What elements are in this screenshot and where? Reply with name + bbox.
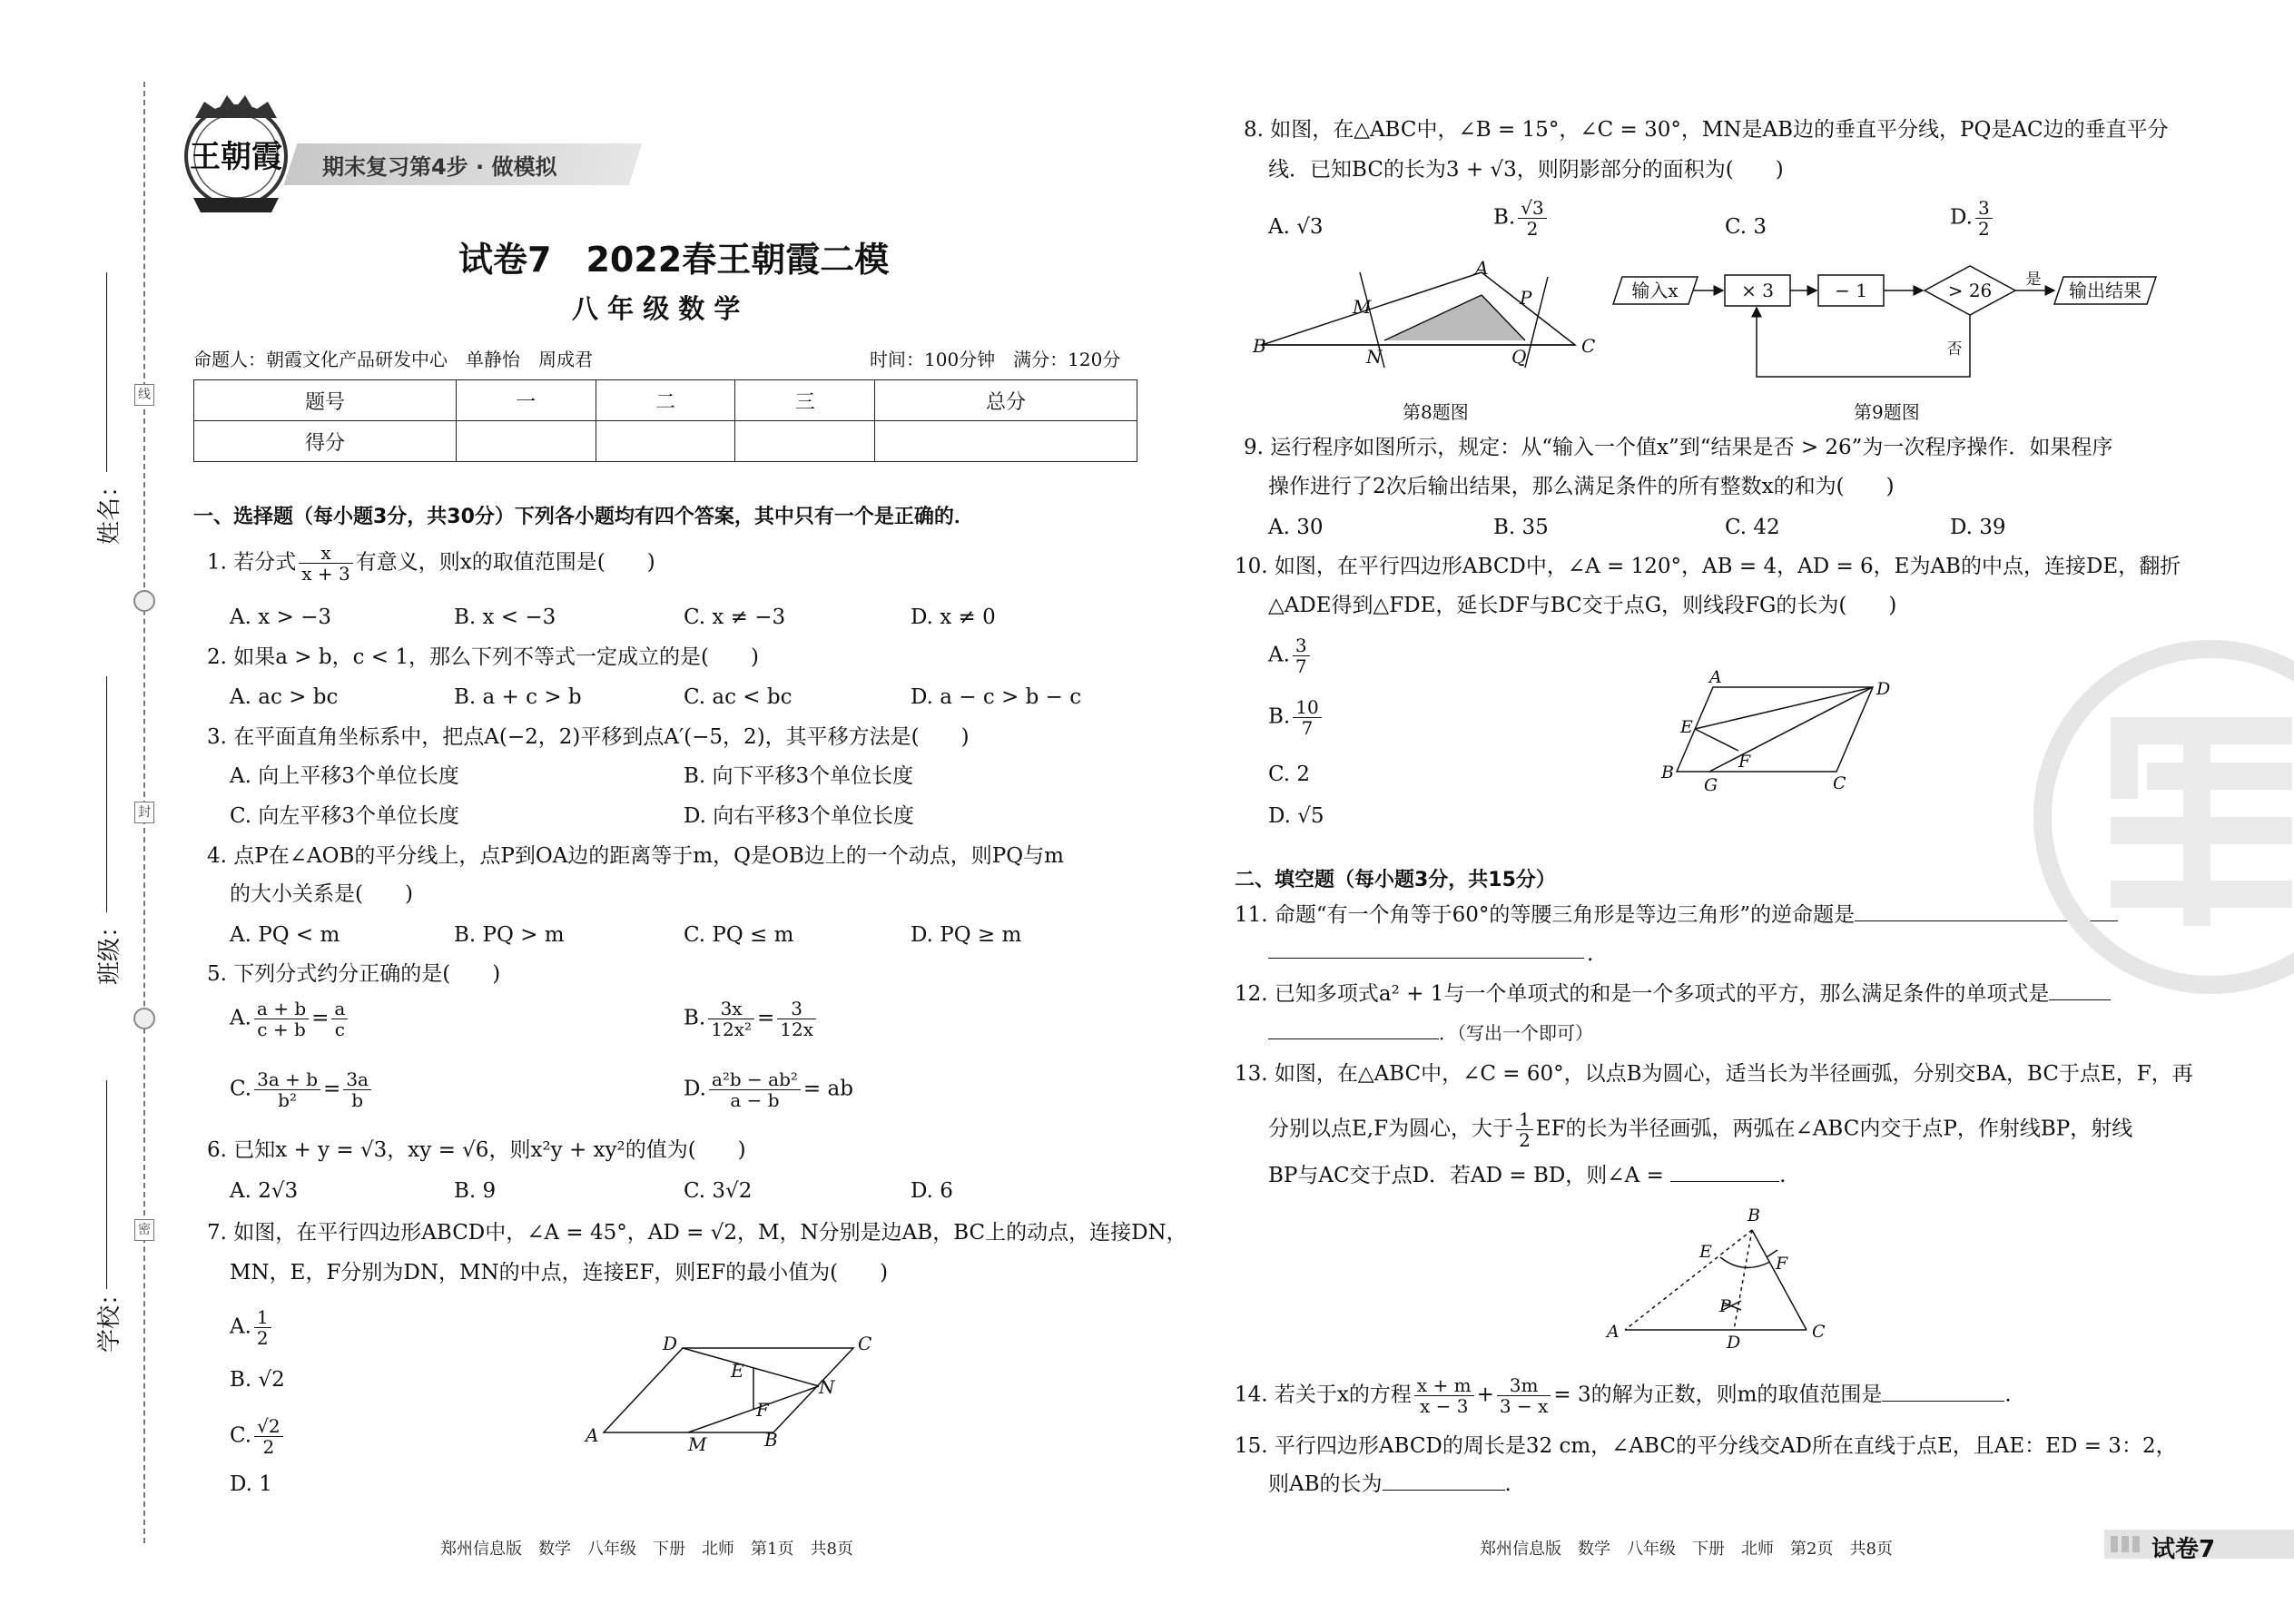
q13-label-C: C xyxy=(1812,1322,1826,1342)
q8-option-b[interactable]: B. $\frac{√3}{2}$ xyxy=(1493,198,1550,239)
brand-logo xyxy=(177,91,295,227)
q7-option-b[interactable]: B. √2 xyxy=(230,1368,285,1392)
q4-option-b[interactable]: B. PQ > m xyxy=(454,923,565,947)
q7-label-D: D xyxy=(663,1333,678,1354)
q3-option-a[interactable]: A. 向上平移3个单位长度 xyxy=(230,764,459,788)
score-table-score-row xyxy=(194,421,1137,462)
score-cell[interactable] xyxy=(735,421,875,462)
q7-label-A: A xyxy=(586,1424,599,1446)
q12-answer-blank-line2[interactable] xyxy=(1268,1038,1439,1039)
q7-figure xyxy=(581,1325,881,1455)
q1-option-a[interactable]: A. x > −3 xyxy=(230,605,332,629)
q8-option-c[interactable]: C. 3 xyxy=(1725,215,1767,239)
q10-option-a[interactable]: A. $\frac{3}{7}$ xyxy=(1268,635,1313,676)
q4-option-c[interactable]: C. PQ ≤ m xyxy=(684,923,794,947)
q8-label-A: A xyxy=(1475,257,1489,279)
seal-char-line: 线 xyxy=(134,384,154,406)
section2-title: 二、填空题（每小题3分，共15分） xyxy=(1235,869,1556,891)
q6-option-a[interactable]: A. 2√3 xyxy=(230,1179,299,1203)
q4-stem-line1: 4. 点P在∠AOB的平分线上，点P到OA边的距离等于m，Q是OB边上的一个动点，则PQ与m xyxy=(207,844,1064,868)
seal-char-seal: 封 xyxy=(134,802,154,823)
page-subtitle: 八 年 级 数 学 xyxy=(572,293,741,324)
score-header-cell: 二 xyxy=(596,380,735,421)
score-cell[interactable] xyxy=(875,421,1137,462)
q13-stem-line1: 13. 如图，在△ABC中，∠C = 60°，以点B为圆心，适当长为半径画弧，分别交BA，BC于点E，F，再 xyxy=(1235,1062,2193,1086)
q10-label-E: E xyxy=(1680,717,1693,737)
q3-option-b[interactable]: B. 向下平移3个单位长度 xyxy=(684,764,914,788)
margin-ornament-icon xyxy=(133,590,155,612)
q7-stem-line1: 7. 如图，在平行四边形ABCD中，∠A = 45°，AD = √2，M，N分别是边AB，BC上的动点，连接DN， xyxy=(207,1221,1187,1245)
q5-stem: 5. 下列分式约分正确的是( ) xyxy=(207,962,501,986)
q10-figure xyxy=(1657,667,1891,795)
q5-option-d[interactable]: D. $\frac{\text{a²b − ab²}}{a - b}$ = ab xyxy=(684,1068,853,1111)
q9-option-c[interactable]: C. 42 xyxy=(1725,516,1780,539)
score-header-cell: 总分 xyxy=(875,380,1137,421)
school-underline[interactable] xyxy=(106,1080,107,1289)
seal-char-secret: 密 xyxy=(134,1219,154,1241)
q10-label-C: C xyxy=(1833,773,1846,793)
q8-option-a[interactable]: A. √3 xyxy=(1268,215,1324,239)
page-title: 试卷7 2022春王朝霞二模 xyxy=(458,240,890,280)
flow-output-text: 输出结果 xyxy=(2069,280,2141,301)
flow-minus1-text: − 1 xyxy=(1835,280,1867,301)
q1-stem: 1. 若分式 $\frac{x}{x + 3}$ 有意义，则x的取值范围是( ) xyxy=(207,542,655,585)
q9-stem-line2: 操作进行了2次后输出结果，那么满足条件的所有整数x的和为( ) xyxy=(1268,475,1895,498)
score-row-label: 得分 xyxy=(194,421,457,462)
q8-label-Q: Q xyxy=(1511,346,1527,368)
q7-label-E: E xyxy=(731,1360,744,1382)
name-underline[interactable] xyxy=(106,272,107,472)
q8-caption: 第8题图 xyxy=(1403,401,1469,423)
q13-figure xyxy=(1607,1203,1843,1353)
q6-option-c[interactable]: C. 3√2 xyxy=(684,1179,753,1203)
class-underline[interactable] xyxy=(106,676,107,912)
q12-answer-blank[interactable] xyxy=(2049,999,2111,1000)
flow-decision-text: > 26 xyxy=(1947,280,1993,301)
score-header-cell: 三 xyxy=(735,380,875,421)
flow-yes-label: 是 xyxy=(2025,271,2042,289)
q13-label-D: D xyxy=(1727,1333,1741,1353)
q8-option-d[interactable]: D. $\frac{3}{2}$ xyxy=(1950,198,1995,239)
q7-label-C: C xyxy=(858,1333,872,1354)
time-score: 时间：100分钟 满分：120分 xyxy=(870,349,1121,370)
q9-stem-line1: 9. 运行程序如图所示，规定：从“输入一个值x”到“结果是否 > 26”为一次程序操作．如果程序 xyxy=(1244,436,2113,459)
q14-stem: 14. 若关于x的方程 $\frac{x + m}{x - 3}$ + $\frac{3m}{3 - x}$ = 3的解为正数，则m的取值范围是 . xyxy=(1235,1374,2012,1417)
q13-answer-blank[interactable] xyxy=(1670,1181,1779,1182)
q1-option-d[interactable]: D. x ≠ 0 xyxy=(911,605,996,629)
q8-label-N: N xyxy=(1366,346,1383,368)
class-label: 班级： xyxy=(96,913,123,985)
q3-stem: 3. 在平面直角坐标系中，把点A(−2，2)平移到点A′(−5，2)，其平移方法是( ) xyxy=(207,725,970,749)
q15-answer-blank[interactable] xyxy=(1383,1490,1505,1491)
q13-label-A: A xyxy=(1607,1322,1620,1342)
svg-text:王朝霞: 王朝霞 xyxy=(190,139,282,175)
q8-stem-line2: 线．已知BC的长为3 + √3，则阴影部分的面积为( ) xyxy=(1268,158,1784,182)
q10-stem-line2: △ADE得到△FDE，延长DF与BC交于点G，则线段FG的长为( ) xyxy=(1268,594,1897,617)
q1-option-b[interactable]: B. x < −3 xyxy=(454,605,556,629)
q7-option-c[interactable]: C. $\frac{√2}{2}$ xyxy=(230,1416,286,1457)
q5-option-a[interactable]: A. $\frac{a + b}{c + b}$ = $\frac{a}{c}$ xyxy=(230,999,350,1039)
q14-answer-blank[interactable] xyxy=(1882,1401,2004,1402)
section1-title: 一、选择题（每小题3分，共30分）下列各小题均有四个答案，其中只有一个是正确的． xyxy=(193,506,974,528)
q11-stem: 11. 命题“有一个角等于60°的等腰三角形是等边三角形”的逆命题是 xyxy=(1235,901,2118,929)
q9-option-d[interactable]: D. 39 xyxy=(1950,516,2006,539)
flow-times3-text: × 3 xyxy=(1741,280,1774,301)
q11-period: . xyxy=(1587,942,1594,966)
q10-label-B: B xyxy=(1661,763,1674,782)
q8-label-P: P xyxy=(1520,287,1532,309)
flow-no-label: 否 xyxy=(1946,340,1963,359)
q10-option-b[interactable]: B. $\frac{10}{7}$ xyxy=(1268,697,1324,738)
q2-option-d[interactable]: D. a − c > b − c xyxy=(911,685,1082,709)
q4-option-a[interactable]: A. PQ < m xyxy=(230,923,340,947)
q7-label-M: M xyxy=(688,1433,707,1455)
q2-stem: 2. 如果a > b，c < 1，那么下列不等式一定成立的是( ) xyxy=(207,645,759,669)
q8-label-M: M xyxy=(1353,296,1372,318)
score-table-header-row xyxy=(194,380,1137,421)
q15-stem-line1: 15. 平行四边形ABCD的周长是32 cm，∠ABC的平分线交AD所在直线于点E，且AE：ED = 3：2， xyxy=(1235,1434,2177,1458)
q2-option-a[interactable]: A. ac > bc xyxy=(230,685,339,709)
banner-text: 期末复习第4步 · 做模拟 xyxy=(322,154,557,180)
q9-flowchart xyxy=(1611,268,2201,386)
score-cell[interactable] xyxy=(596,421,735,462)
q6-option-d[interactable]: D. 6 xyxy=(911,1179,953,1203)
q9-option-a[interactable]: A. 30 xyxy=(1268,516,1324,539)
q8-label-C: C xyxy=(1581,335,1596,357)
q4-stem-line2: 的大小关系是( ) xyxy=(230,882,413,906)
score-header-cell: 题号 xyxy=(194,380,457,421)
q13-stem-line3: BP与AC交于点D．若AD = BD，则∠A = . xyxy=(1268,1164,1787,1187)
q3-option-c[interactable]: C. 向左平移3个单位长度 xyxy=(230,804,460,828)
q7-option-d[interactable]: D. 1 xyxy=(230,1472,272,1496)
q12-stem-line2: ．（写出一个即可） xyxy=(1268,1019,1593,1047)
footer-left: 郑州信息版 数学 八年级 下册 北师 第1页 共8页 xyxy=(440,1540,853,1559)
watermark-seal-icon xyxy=(2029,635,2294,999)
q6-option-b[interactable]: B. 9 xyxy=(454,1179,497,1203)
score-table xyxy=(193,379,1137,462)
q13-label-P: P xyxy=(1719,1296,1731,1316)
footer-tag: 试卷7 xyxy=(2151,1536,2216,1563)
q13-label-B: B xyxy=(1748,1206,1760,1225)
q7-stem-line2: MN，E，F分别为DN，MN的中点，连接EF，则EF的最小值为( ) xyxy=(230,1261,889,1284)
authors: 命题人：朝霞文化产品研发中心 单静怡 周成君 xyxy=(193,349,593,370)
q8-figure xyxy=(1253,257,1598,381)
footer-right: 郑州信息版 数学 八年级 下册 北师 第2页 共8页 xyxy=(1480,1540,1893,1559)
q10-option-c[interactable]: C. 2 xyxy=(1268,763,1311,786)
q2-option-b[interactable]: B. a + c > b xyxy=(454,685,582,709)
q7-option-a[interactable]: A. $\frac{1}{2}$ xyxy=(230,1307,274,1348)
school-label: 学校： xyxy=(96,1281,123,1353)
q10-option-d[interactable]: D. √5 xyxy=(1268,804,1324,828)
q2-option-c[interactable]: C. ac < bc xyxy=(684,685,793,709)
q5-option-c[interactable]: C. $\frac{3a + b}{\text{b²}}$ = $\frac{3a}{b}$ xyxy=(230,1069,374,1110)
name-label: 姓名： xyxy=(96,473,123,545)
q10-label-A: A xyxy=(1709,667,1722,687)
q4-option-d[interactable]: D. PQ ≥ m xyxy=(911,923,1022,947)
footer-tag-dots xyxy=(2111,1536,2143,1552)
flow-input-text: 输入x xyxy=(1631,280,1679,301)
q11-answer-blank-line2[interactable] xyxy=(1268,958,1584,959)
q10-label-D: D xyxy=(1876,679,1891,699)
q10-label-F: F xyxy=(1738,752,1751,772)
q9-option-b[interactable]: B. 35 xyxy=(1493,516,1549,539)
q8-label-B: B xyxy=(1253,335,1266,357)
q1-fraction: $\frac{x}{x + 3}$ xyxy=(299,543,352,584)
q10-stem-line1: 10. 如图，在平行四边形ABCD中，∠A = 120°，AB = 4，AD = 6，E为AB的中点，连接DE，翻折 xyxy=(1235,555,2181,578)
q3-option-d[interactable]: D. 向右平移3个单位长度 xyxy=(684,804,914,828)
q13-label-E: E xyxy=(1699,1242,1712,1262)
q7-label-N: N xyxy=(819,1376,835,1398)
q13-label-F: F xyxy=(1776,1254,1788,1274)
margin-ornament-icon xyxy=(133,1008,155,1029)
q15-stem-line2: 则AB的长为 . xyxy=(1268,1472,1511,1496)
q6-stem: 6. 已知x + y = √3，xy = √6，则x²y + xy²的值为( ) xyxy=(207,1138,746,1162)
q9-caption: 第9题图 xyxy=(1854,401,1920,423)
q10-label-G: G xyxy=(1704,775,1718,795)
q1-option-c[interactable]: C. x ≠ −3 xyxy=(684,605,786,629)
score-header-cell: 一 xyxy=(456,380,596,421)
q13-stem-line2: 分别以点E,F为圆心，大于 $\frac{1}{2}$ EF的长为半径画弧，两弧在∠ABC内交于点P，作射线BP，射线 xyxy=(1268,1108,2133,1151)
q7-label-F: F xyxy=(756,1399,769,1421)
q5-option-b[interactable]: B. $\frac{3x}{\text{12x²}}$ = $\frac{3}{12x}$ xyxy=(684,999,819,1039)
q7-label-B: B xyxy=(764,1429,778,1451)
q8-stem-line1: 8. 如图，在△ABC中，∠B = 15°，∠C = 30°，MN是AB边的垂直平分线，PQ是AC边的垂直平分 xyxy=(1244,118,2169,142)
score-cell[interactable] xyxy=(456,421,596,462)
q12-stem: 12. 已知多项式a² + 1与一个单项式的和是一个多项式的平方，那么满足条件的单项式是 xyxy=(1235,980,2111,1008)
